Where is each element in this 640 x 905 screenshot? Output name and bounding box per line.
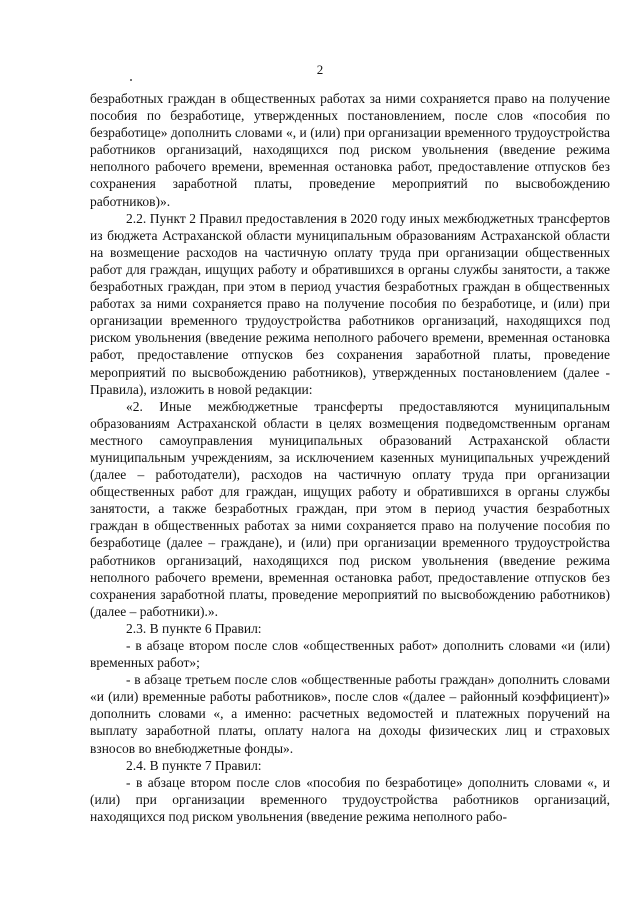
paragraph-2-3-bullet-1: - в абзаце втором после слов «общественных работ» дополнить словами «и (или) временных работ»; [90, 638, 610, 671]
paragraph-item-2-3: 2.3. В пункте 6 Правил: [126, 620, 262, 636]
paragraph-2-3-bullet-2: - в абзаце третьем после слов «общественные работы граждан» дополнить словами «и (или) временные работы работников», после слов «(далее – районный коэффициент)» дополнить словами «, а именно: расчетных ведомостей и платежных поручений на выплату заработной платы, оплату налога на доходы физических лиц и страховых взносов во внебюджетные фонды». [90, 672, 610, 756]
page-number: 2 [316, 62, 324, 77]
document-body [90, 90, 610, 825]
paragraph-item-2-4: 2.4. В пункте 7 Правил: [126, 757, 262, 773]
scan-mark [130, 79, 132, 81]
paragraph-new-edition-item-2: «2. Иные межбюджетные трансферты предоставляются муниципальным образованиям Астраханской области в целях возмещения подведомственным органам местного самоуправления муниципальных образований Астраханской области муниципальным учреждениям, за исключением казенных муниципальных учреждений (далее – работодатели), расходов на частичную оплату труда при организации общественных работ для граждан, ищущих работу и обратившихся в органы службы занятости, а также безработных граждан, при этом в период участия безработных граждан в общественных работах за ними сохраняется право на получение пособия по безработице (далее – граждане), и (или) при организации временного трудоустройства работников организаций, находящихся под риском увольнения (введение режима неполного рабочего времени, временная остановка работ, предоставление отпусков без сохранения заработной платы, проведение мероприятий по высвобождению работников) (далее – работники).». [90, 398, 610, 619]
paragraph-item-2-2: 2.2. Пункт 2 Правил предоставления в 2020 году иных межбюджетных трансфертов из бюджета Астраханской области муниципальным образованиям Астраханской области на возмещение расходов на частичную оплату труда при организации общественных работ для граждан, ищущих работу и обратившихся в органы службы занятости, а также безработных граждан, при этом в период участия безработных граждан в общественных работах за ними сохраняется право на получение пособия по безработице, и (или) при организации временного трудоустройства работников организаций, находящихся под риском увольнения (введение режима неполного рабочего времени, временная остановка работ, предоставление отпусков без сохранения заработной платы, проведение мероприятий по высвобождению работников), утвержденных постановлением (далее - Правила), изложить в новой редакции: [90, 210, 610, 397]
paragraph-2-4-bullet-1: - в абзаце втором после слов «пособия по безработице» дополнить словами «, и (или) при организации временного трудоустройства работников организаций, находящихся под риском увольнения (введение режима неполного рабо- [90, 774, 610, 824]
paragraph-continuation: безработных граждан в общественных работах за ними сохраняется право на получение пособия по безработице, утвержденных постановлением, после слов «пособия по безработице» дополнить словами «, и (или) при организации временного трудоустройства работников организаций, находящихся под риском увольнения (введение режима неполного рабочего времени, временная остановка работ, предоставление отпусков без сохранения заработной платы, проведение мероприятий по высвобождению работников)». [90, 91, 610, 209]
